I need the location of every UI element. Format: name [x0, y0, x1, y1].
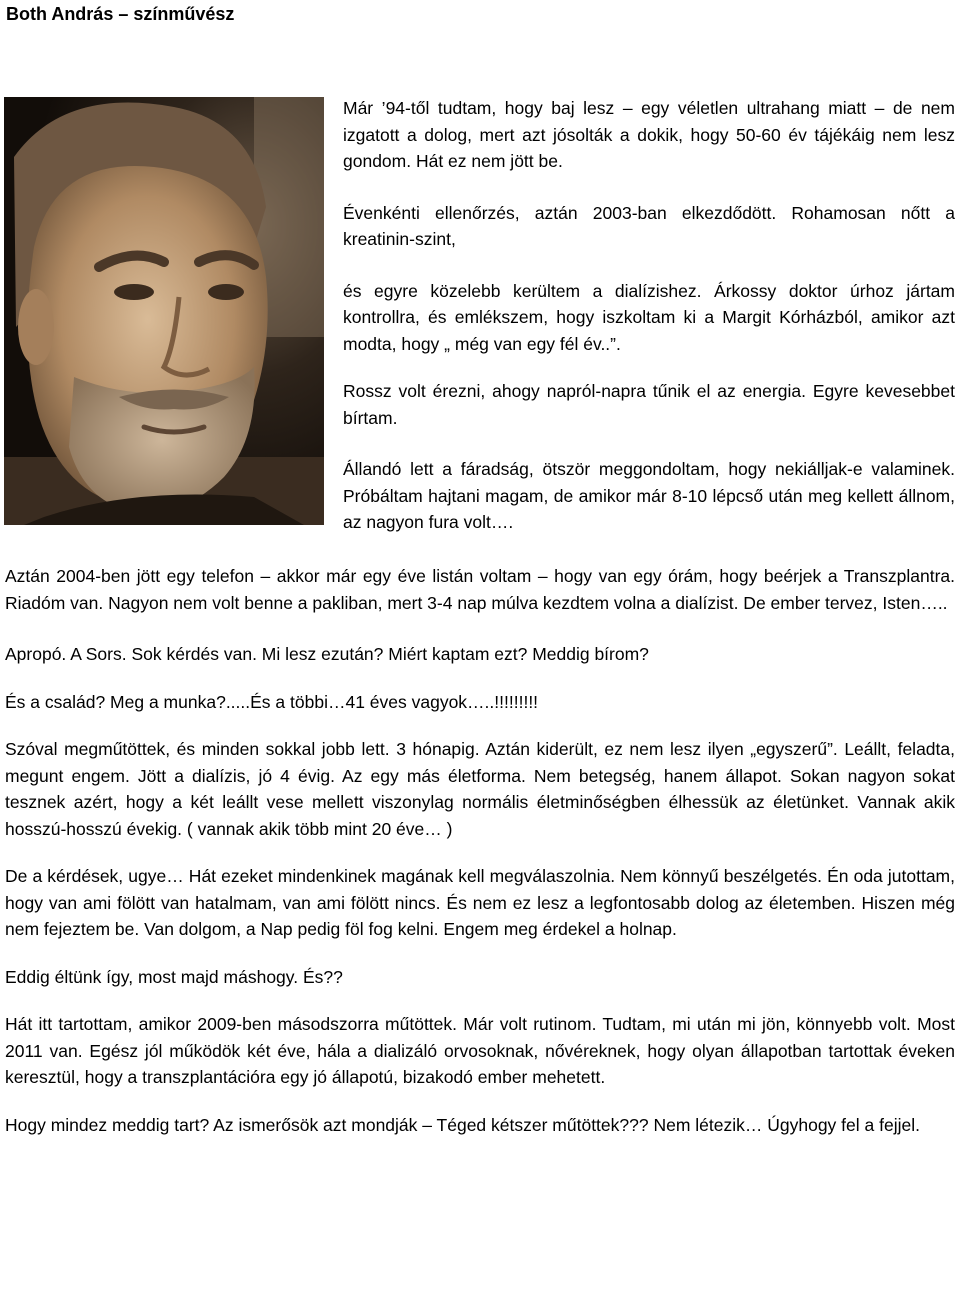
portrait-image [4, 97, 324, 525]
paragraph: Már ’94-től tudtam, hogy baj lesz – egy véletlen ultrahang miatt – de nem izgatott a dolog, mert azt jósolták a dokik, hogy 50-60 év tájékáig nem lesz gondom. Hát ez nem jött be. [343, 98, 955, 171]
paragraph: Rossz volt érezni, ahogy napról-napra tűnik el az energia. Egyre kevesebbet bírtam. [343, 381, 955, 428]
page-title: Both András – színművész [6, 4, 235, 24]
paragraph: És a család? Meg a munka?.....És a többi…41 éves vagyok…..!!!!!!!!! [5, 691, 539, 712]
portrait-photo [4, 97, 324, 525]
paragraph: Hogy mindez meddig tart? Az ismerősök azt mondják – Téged kétszer műtöttek??? Nem létezik… Úgyhogy fel a fejjel. [5, 1114, 920, 1135]
paragraph: Apropó. A Sors. Sok kérdés van. Mi lesz ezután? Miért kaptam ezt? Meddig bírom? [5, 644, 649, 664]
main-text-column [5, 563, 955, 1138]
paragraph: Szóval megműtöttek, és minden sokkal jobb lett. 3 hónapig. Aztán kiderült, ez nem lesz ilyen „egyszerű”. Leállt, feladta, megunt engem. Jött a dialízis, jó 4 évig. Az egy más életforma. Nem betegség, hanem állapot. Sokan nagyon sokat tesznek azért, hogy a két leállt vese mellett viszonylag normális életminőségben élhessük az életünket. Vannak akik hosszú-hosszú évekig. ( vannak akik több mint 20 éve… ) [5, 739, 955, 839]
paragraph: Hát itt tartottam, amikor 2009-ben másodszorra műtöttek. Már volt rutinom. Tudtam, mi után mi jön, könnyebb volt. Most 2011 van. Egész jól működök két éve, hála a dializáló orvosoknak, nővéreknek, hogy olyan állapotban tartottak éveken keresztül, hogy a transzplantációra egy jó állapotú, bizakodó ember mehetett. [5, 1014, 955, 1087]
paragraph: De a kérdések, ugye… Hát ezeket mindenkinek magának kell megválaszolnia. Nem könnyű beszélgetés. Én oda jutottam, hogy van ami fölött van hatalmam, van ami fölött nincs. És nem ez lesz a legfontosabb dolog az életemben. Hiszen még nem fejeztem be. Van dolgom, a Nap pedig föl fog kelni. Engem meg érdekel a holnap. [5, 866, 955, 939]
paragraph: Állandó lett a fáradság, ötször meggondoltam, hogy nekiálljak-e valaminek. Próbáltam hajtani magam, de amikor már 8-10 lépcső után meg kellett állnom, az nagyon fura volt…. [343, 459, 955, 532]
paragraph: Aztán 2004-ben jött egy telefon – akkor már egy éve listán voltam – hogy van egy órám, hogy beérjek a Transzplantra. Riadóm van. Nagyon nem volt benne a pakliban, mert 3-4 nap múlva kezdtem volna a dialízist. De ember tervez, Isten….. [5, 566, 955, 613]
paragraph: Eddig éltünk így, most majd máshogy. És?? [5, 966, 343, 987]
side-text-column [343, 95, 955, 536]
paragraph: és egyre közelebb kerültem a dialízishez. Árkossy doktor úrhoz jártam kontrollra, és emlékszem, hogy iszkoltam ki a Margit Kórházból, amikor azt modta, hogy „ még van egy fél év..”. [343, 280, 955, 354]
paragraph: Évenkénti ellenőrzés, aztán 2003-ban elkezdődött. Rohamosan nőtt a kreatinin-szint, [343, 202, 955, 249]
